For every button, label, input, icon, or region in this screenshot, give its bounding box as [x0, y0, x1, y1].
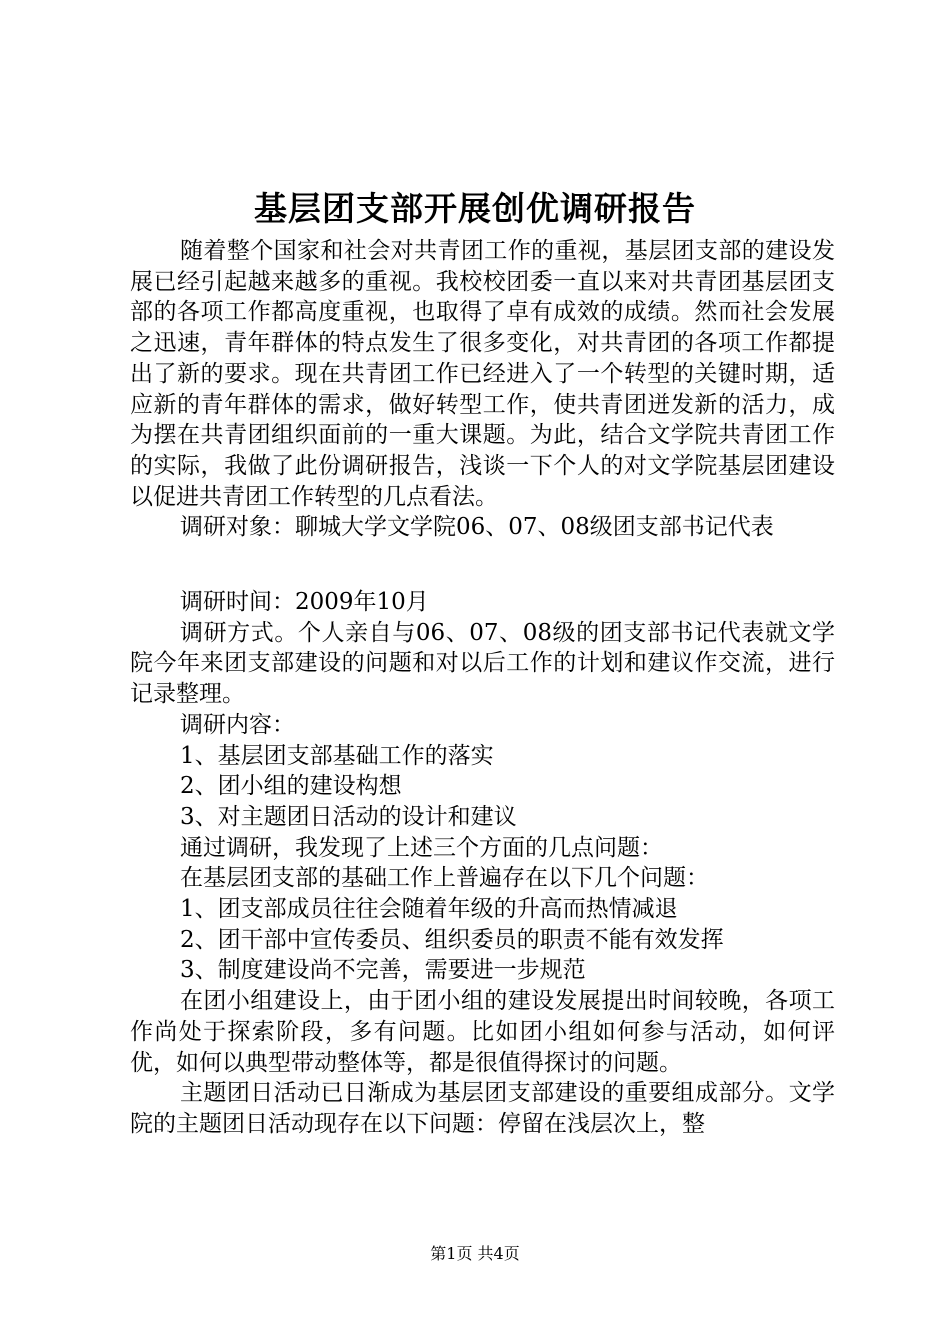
paragraph-research-time: 调研时间：2009年10月	[180, 589, 429, 616]
paragraph-research-method: 调研方式。个人亲自与06、07、08级的团支部书记代表就文学院今年来团支部建设的问题和对以后工作的计划和建议作交流，进行记录整理。	[130, 619, 835, 708]
paragraph-gap	[130, 543, 835, 587]
list-item: 1、团支部成员往往会随着年级的升高而热情减退	[180, 896, 678, 923]
list-item: 2、团干部中宣传委员、组织委员的职责不能有效发挥	[180, 926, 724, 953]
paragraph-theme-activities: 主题团日活动已日渐成为基层团支部建设的重要组成部分。文学院的主题团日活动现存在以下问题：停留在浅层次上，整	[130, 1080, 835, 1137]
paragraph-basic-work-problems: 在基层团支部的基础工作上普遍存在以下几个问题：	[180, 865, 709, 892]
paragraph-research-content-heading: 调研内容：	[180, 711, 295, 738]
paragraph-intro: 随着整个国家和社会对共青团工作的重视，基层团支部的建设发展已经引起越来越多的重视。我校校团委一直以来对共青团基层团支部的各项工作都高度重视，也取得了卓有成效的成绩。然而社会发展之迅速，青年群体的特点发生了很多变化，对共青团的各项工作都提出了新的要求。现在共青团工作已经进入了一个转型的关键时期，适应新的青年群体的需求，做好转型工作，使共青团迸发新的活力，成为摆在共青团组织面前的一重大课题。为此，结合文学院共青团工作的实际，我做了此份调研报告，浅谈一下个人的对文学院基层团建设以促进共青团工作转型的几点看法。	[130, 238, 835, 510]
list-item: 1、基层团支部基础工作的落实	[180, 742, 494, 769]
list-item: 3、制度建设尚不完善，需要进一步规范	[180, 957, 586, 984]
paragraph-group-building: 在团小组建设上，由于团小组的建设发展提出时间较晚，各项工作尚处于探索阶段，多有问题。比如团小组如何参与活动，如何评优，如何以典型带动整体等，都是很值得探讨的问题。	[130, 988, 835, 1076]
paragraph-findings-intro: 通过调研，我发现了上述三个方面的几点问题：	[180, 834, 663, 861]
document-title: 基层团支部开展创优调研报告	[254, 189, 696, 228]
paragraph-research-subject: 调研对象：聊城大学文学院06、07、08级团支部书记代表	[180, 514, 774, 541]
list-item: 2、团小组的建设构想	[180, 773, 402, 800]
page-number: 第1页 共4页	[430, 1244, 520, 1263]
list-item: 3、对主题团日活动的设计和建议	[180, 803, 517, 830]
document-body	[130, 236, 835, 1140]
